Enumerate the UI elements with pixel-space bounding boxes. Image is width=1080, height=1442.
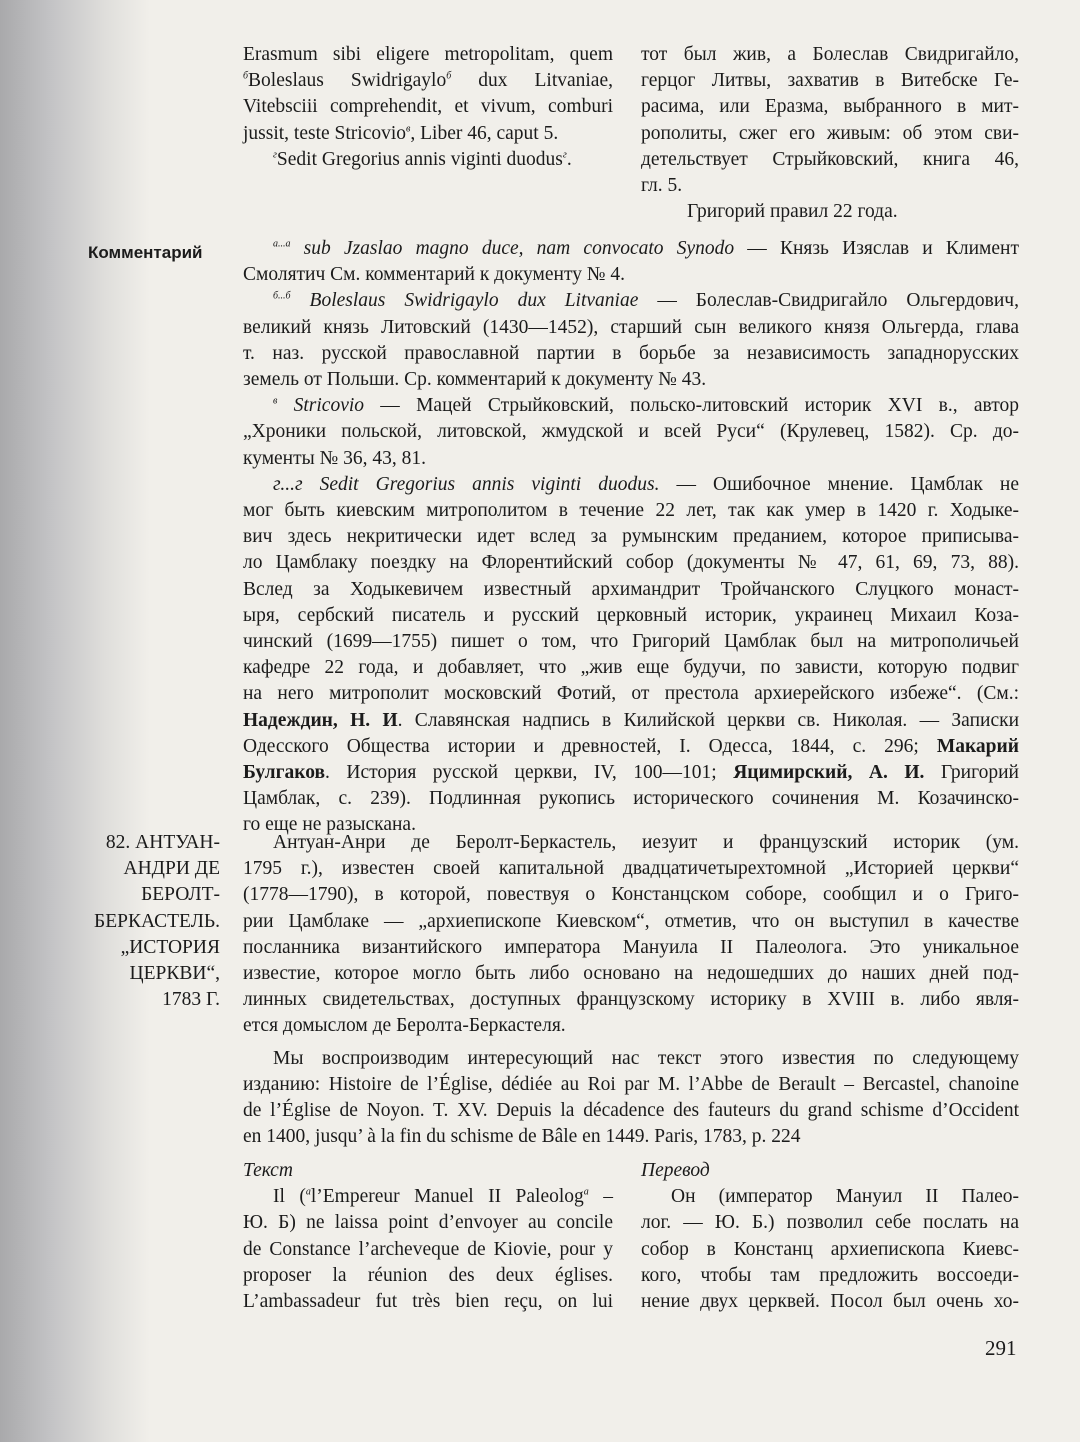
commentary-line: чинский (1699—1755) пишет о том, что Григорий Цамблак был на митрополичьей — [243, 631, 1019, 653]
note-marker: б — [243, 70, 249, 82]
commentary-line: ыря, сербский писатель и русский церковный историк, украинец Михаил Коза- — [243, 604, 1019, 626]
commentary-line: ло Цамблаку поездку на Флорентийский собор (документы № 47, 61, 69, 73, 88). — [243, 552, 1019, 574]
commentary-label: Комментарий — [88, 243, 203, 262]
body-line: известие, которое могло быть либо основано на недошедших до наших дней под- — [243, 963, 1019, 985]
commentary-line: кафедре 22 года, и добавляет, что „жив еще будучи, по зависти, которую подвиг — [243, 657, 1019, 679]
commentary-line: Вслед за Ходыкевичем известный архимандрит Тройчанского Слуцкого монаст- — [243, 578, 1019, 600]
text-line: proposer la réunion des deux églises. — [243, 1264, 613, 1286]
body-line: en 1400, jusqu’ à la fin du schisme de Bâle en 1449. Paris, 1783, p. 224 — [243, 1126, 801, 1148]
text-line: рополиты, сжег его живым: об этом сви- — [641, 122, 1019, 144]
text-line: Erasmum sibi eligere metropolitam, quem — [243, 44, 613, 65]
body-line: ется домыслом де Беролта-Беркастеля. — [243, 1015, 566, 1037]
commentary-block — [243, 236, 1019, 839]
text-line: собор в Констанц архиепископа Киевс- — [641, 1238, 1019, 1260]
text-line: расима, или Еразма, выбранного в мит- — [641, 96, 1019, 118]
body-line: Мы воспроизводим интересующий нас текст этого известия по следующему — [273, 1047, 1019, 1069]
commentary-line: Цамблак, с. 239). Подлинная рукопись исторического сочинения М. Козачинско- — [243, 788, 1019, 810]
page-number: 291 — [985, 1336, 1017, 1360]
commentary-line: Надеждин, Н. И. Славянская надпись в Килийской церкви св. Николая. — Записки — [243, 709, 1020, 731]
commentary-line: $^{а...а}$ sub Jzaslao magno duce, nam convocato Synodo — Князь Изяслав и Климент — [273, 238, 1020, 259]
translation-header: Перевод — [641, 1160, 710, 1181]
text-line: тот был жив, а Болеслав Свидригайло, — [641, 44, 1019, 65]
text-line: герцог Литвы, захватив в Витебске Ге- — [641, 70, 1019, 92]
body-line: рии Цамблаке — „архиепископе Киевском“, отметив, что он выступил в качестве — [243, 910, 1019, 932]
commentary-line: $^{б...б}$ Boleslaus Swidrigaylo dux Litvaniae — Болеслав-Свидригайло Ольгердович, — [273, 290, 1019, 312]
text-header: Текст — [243, 1160, 293, 1181]
heading-line: 82. АНТУАН- — [105, 832, 220, 853]
commentary-line: Булгаков. История русской церкви, IV, 100—101; Яцимирский, А. И. Григорий — [243, 762, 1019, 784]
note-marker: б — [446, 70, 452, 82]
heading-line: 1783 Г. — [162, 989, 220, 1011]
latin-column-top — [243, 42, 613, 173]
text-line: нение двух церквей. Посол был очень хо- — [641, 1291, 1019, 1313]
body-line: 1795 г.), известен своей капитальной двадцатичетырехтомной „Историей церкви“ — [243, 858, 1019, 880]
text-line: $^б$Boleslaus Swidrigaylo$^б$ dux Litvaniae, — [243, 70, 613, 92]
note-marker: в — [406, 123, 411, 135]
body-line: (1778—1790), в которой, повествуя о Констанцском соборе, сообщил и о Григо- — [243, 884, 1019, 906]
heading-line: БЕРКАСТЕЛЬ. — [94, 910, 220, 932]
text-line: Григорий правил 22 года. — [687, 201, 898, 223]
text-line: Ю. Б) ne laissa point d’envoyer au concile — [243, 1212, 613, 1234]
commentary-line: Смолятич См. комментарий к документу № 4. — [243, 264, 625, 286]
commentary-line: т. наз. русской православной партии в борьбе за независимость западнорусских — [243, 342, 1019, 364]
commentary-line: земель от Польши. Ср. комментарий к документу № 43. — [243, 369, 707, 391]
russian-translation-column — [641, 1158, 1019, 1315]
commentary-line: го еще не разыскана. — [243, 814, 416, 836]
french-text-column — [243, 1158, 613, 1315]
commentary-line: $^в$ Stricovio — Мацей Стрыйковский, польско-литовский историк XVI в., автор — [273, 395, 1020, 417]
text-line: $^г$Sedit Gregorius annis viginti duodus$^г$. — [273, 148, 572, 170]
commentary-line: кументы № 36, 43, 81. — [243, 447, 426, 469]
commentary-line: г...г Sedit Gregorius annis viginti duodus. — Ошибочное мнение. Цамблак не — [273, 473, 1019, 495]
body-line: посланника византийского императора Мануила II Палеолога. Это уникальное — [243, 936, 1019, 958]
text-line: гл. 5. — [641, 175, 683, 197]
section-82-heading — [60, 830, 220, 1013]
heading-line: „ИСТОРИЯ — [120, 936, 220, 958]
text-line: de Constance l’archeveque de Kiovie, pour y — [243, 1238, 613, 1260]
text-line: кого, чтобы там предложить воссоеди- — [641, 1264, 1019, 1286]
text-line: лог. — Ю. Б.) позволил себе послать на — [641, 1212, 1019, 1234]
commentary-line: Одесского Общества истории и древностей, I. Одесса, 1844, с. 296; Макарий — [243, 735, 1019, 757]
text-line: детельствует Стрыйковский, книга 46, — [641, 148, 1019, 170]
heading-line: БЕРОЛТ- — [141, 884, 220, 906]
commentary-line: вич здесь некритически идет вслед за румынским преданием, которое приписыва- — [243, 526, 1019, 548]
russian-column-top — [641, 42, 1019, 225]
body-line: линных свидетельствах, доступных французскому историку в XVIII в. либо явля- — [243, 989, 1019, 1011]
commentary-line: на него митрополит московский Фотий, от престола архиерейского избеже“. (См.: — [243, 683, 1019, 705]
text-line: Vitebsciii comprehendit, et vivum, comburi — [243, 96, 613, 118]
body-line: изданию: Histoire de l’Église, dédiée au Roi par M. l’Abbe de Berault – Bercastel, chanoine — [243, 1073, 1019, 1095]
heading-line: АНДРИ ДЕ — [123, 858, 220, 880]
section-82-body — [243, 830, 1019, 1150]
commentary-line: великий князь Литовский (1430—1452), старший сын великого князя Ольгерда, глава — [243, 316, 1019, 338]
body-line: de l’Église de Noyon. T. XV. Depuis la décadence des fauteurs du grand schisme d’Occident — [243, 1100, 1019, 1122]
commentary-line: „Хроники польской, литовской, жмудской и всей Руси“ (Крулевец, 1582). Ср. до- — [243, 421, 1019, 443]
text-line: jussit, teste Stricovio$^в$, Liber 46, caput 5. — [243, 122, 559, 144]
body-line: Антуан-Анри де Беролт-Беркастель, иезуит и французский историк (ум. — [273, 832, 1019, 853]
text-line: L’ambassadeur fut très bien reçu, on lui — [243, 1291, 613, 1313]
text-line: Il ($^а$l’Empereur Manuel II Paleolog$^а$ – — [273, 1186, 613, 1208]
commentary-line: мог быть киевским митрополитом в течение 22 лет, так как умер в 1420 г. Ходыке- — [243, 500, 1019, 522]
heading-line: ЦЕРКВИ“, — [129, 963, 220, 985]
note-marker: г — [273, 149, 277, 161]
text-line: Он (император Мануил II Палео- — [671, 1186, 1019, 1208]
note-marker: г — [562, 149, 567, 161]
